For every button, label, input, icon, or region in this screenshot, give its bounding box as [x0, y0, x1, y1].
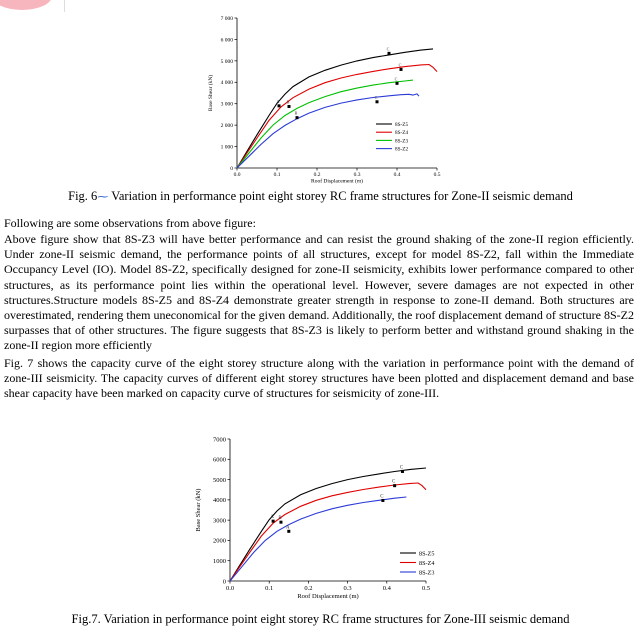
performance-point-label: C	[386, 46, 390, 52]
performance-point-marker	[278, 104, 281, 107]
observations-intro: Following are some observations from above figure:	[4, 216, 256, 230]
legend-label: 8S-Z5	[395, 121, 409, 128]
performance-point-marker	[388, 52, 391, 55]
performance-point-label: C	[398, 62, 402, 68]
x-tick-label: 0.2	[313, 172, 321, 178]
performance-point-label: A	[270, 515, 274, 521]
performance-point-label: A	[286, 525, 290, 531]
y-tick-label: 1000	[213, 557, 226, 565]
performance-point-label: B	[286, 99, 290, 105]
legend-label: 8S-Z3	[419, 570, 435, 577]
x-axis-label: Roof Displacement (m)	[297, 592, 359, 600]
x-tick-label: 0.3	[353, 172, 361, 178]
x-tick-label: 0.4	[382, 585, 391, 592]
performance-point-label: A	[276, 98, 280, 104]
figure-6-caption-text: Variation in performance point eight storey RC frame structures for Zone-II seismic demand	[108, 189, 573, 203]
y-tick-label: 5000	[213, 476, 226, 484]
y-tick-label: 4000	[213, 497, 226, 505]
decorative-divider	[64, 0, 75, 12]
y-tick-label: 7 000	[220, 15, 233, 22]
y-tick-label: 4 000	[220, 80, 233, 87]
performance-point-label: C	[399, 465, 404, 471]
y-axis-label: Base Shear (kN)	[195, 488, 202, 532]
x-tick-label: 0.0	[233, 172, 241, 178]
y-tick-label: 6 000	[220, 37, 233, 44]
x-tick-label: 0.2	[304, 585, 313, 592]
figure-7-caption: Fig.7. Variation in performance point eight storey RC frame structures for Zone-III seismic demand	[71, 612, 570, 626]
y-tick-label: 6000	[213, 456, 226, 464]
performance-point-marker	[396, 82, 399, 85]
performance-point-label: B	[294, 110, 298, 116]
y-tick-label: 3000	[213, 517, 226, 525]
x-tick-label: 0.3	[343, 585, 352, 592]
x-tick-label: 0.0	[225, 585, 235, 592]
x-tick-label: 0.5	[421, 585, 431, 592]
y-tick-label: 2 000	[220, 123, 233, 130]
x-axis-label: Roof Displacement (m)	[311, 178, 363, 185]
performance-point-label: C	[394, 76, 398, 82]
performance-point-marker	[288, 105, 291, 108]
x-tick-label: 0.1	[273, 172, 281, 178]
y-tick-label: 1 000	[220, 144, 233, 151]
y-tick-label: 3 000	[220, 101, 233, 108]
figure-6-chart	[200, 8, 441, 188]
legend-label: 8S-Z3	[395, 138, 409, 145]
y-tick-label: 0	[222, 578, 226, 586]
legend-label: 8S-Z2	[395, 146, 409, 153]
performance-point-label: C	[380, 494, 384, 500]
legend-label: 8S-Z4	[419, 560, 435, 567]
x-tick-label: 0.4	[393, 172, 401, 178]
decorative-blob	[0, 0, 52, 10]
legend-label: 8S-Z4	[395, 130, 409, 137]
performance-point-label: C	[392, 479, 396, 485]
series-line-8s-z2	[237, 94, 419, 168]
performance-point-label: B	[278, 516, 282, 522]
figure-6-caption	[0, 189, 641, 204]
observations-paragraph: Above figure show that 8S-Z3 will have better performance and can resist the ground shaking of the zone-II region efficiently. Under zone-II seismic demand, the performance points of all structures, except for model 8S-Z2, fall within the Immediate Occupancy Level (IO). Model 8S-Z2, specifically designed for zone-II seismicity, exhibits lower performance compared to other structures, as its performance point lies within the operational level. However, severe damages are not expected in other structures.Structure models 8S-Z5 and 8S-Z4 demonstrate greater strength in response to zone-II demand. Both structures are overestimated, rendering them uneconomical for the given demand. Additionally, the roof displacement demand of structure 8S-Z2 surpasses that of other structures. The figure suggests that 8S-Z3 is likely to perform better and withstand ground shaking in the zone-II region more efficiently	[4, 232, 634, 353]
performance-point-marker	[376, 100, 379, 103]
x-tick-label: 0.1	[265, 585, 274, 592]
figure-7-intro-paragraph: Fig. 7 shows the capacity curve of the eight storey structure along with the variation in performance point with the demand of zone-III seismicity. The capacity curves of different eight storey structures have been plotted and displacement demand and base shear capacity have been marked on capacity curve of structures for seismicity of zone-III.	[4, 356, 634, 401]
performance-point-marker	[400, 68, 403, 71]
y-tick-label: 0	[230, 165, 233, 172]
performance-point-label: C	[374, 94, 378, 100]
y-tick-label: 2000	[213, 537, 226, 545]
legend-label: 8S-Z5	[419, 551, 435, 558]
figure-7-chart	[188, 433, 438, 611]
y-axis-label: Base Shear (kN)	[208, 74, 214, 112]
squiggle-mark: ⁓	[97, 191, 109, 203]
x-tick-label: 0.5	[433, 172, 441, 178]
figure-6-caption-prefix: Fig. 6	[68, 189, 98, 203]
y-tick-label: 5 000	[220, 58, 233, 65]
y-tick-label: 7000	[213, 436, 226, 444]
performance-point-marker	[296, 116, 299, 119]
